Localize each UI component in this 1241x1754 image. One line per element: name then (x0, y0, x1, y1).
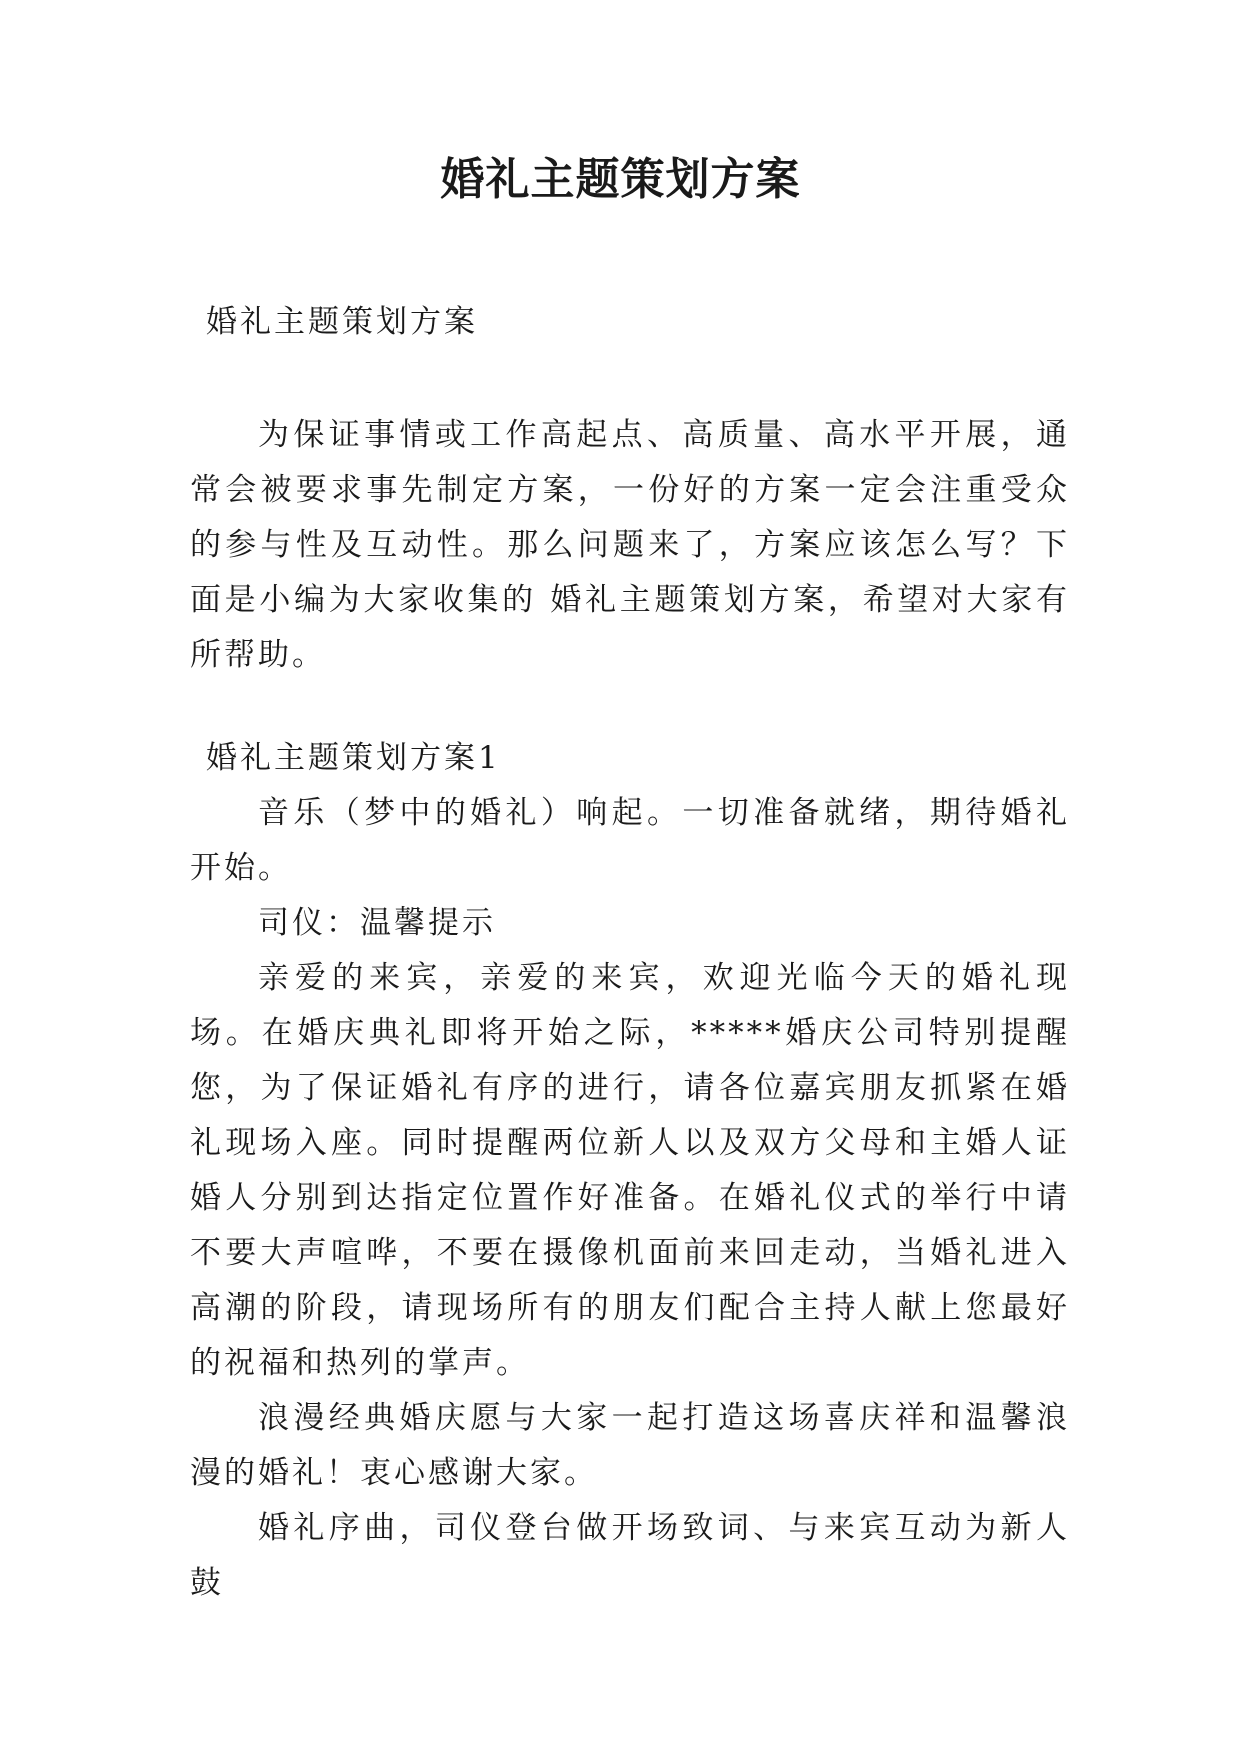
spacer (190, 683, 1070, 731)
document-title: 婚礼主题策划方案 (440, 154, 801, 205)
body-paragraph: 亲爱的来宾，亲爱的来宾，欢迎光临今天的婚礼现场。在婚庆典礼即将开始之际，*****婚庆公司特别提醒您，为了保证婚礼有序的进行，请各位嘉宾朋友抓紧在婚礼现场入座。同时提醒两位新人以及双方父母和主婚人证婚人分别到达指定位置作好准备。在婚礼仪式的举行中请不要大声喧哗，不要在摄像机面前来回走动，当婚礼进入高潮的阶段，请现场所有的朋友们配合主持人献上您最好的祝福和热列的掌声。 (190, 960, 1070, 1381)
intro-paragraph: 为保证事情或工作高起点、高质量、高水平开展，通常会被要求事先制定方案，一份好的方案一定会注重受众的参与性及互动性。那么问题来了，方案应该怎么写？下面是小编为大家收集的 婚礼主题策划方案，希望对大家有所帮助。 (190, 417, 1070, 673)
document-body (190, 295, 1070, 1611)
body-paragraph: 浪漫经典婚庆愿与大家一起打造这场喜庆祥和温馨浪漫的婚礼！衷心感谢大家。 (190, 1400, 1070, 1491)
spacer (190, 350, 1070, 408)
body-paragraph: 司仪：温馨提示 (258, 905, 496, 941)
body-paragraph: 婚礼序曲，司仪登台做开场致词、与来宾互动为新人鼓 (190, 1510, 1070, 1601)
section-heading: 婚礼主题策划方案1 (206, 740, 501, 776)
subtitle-paragraph: 婚礼主题策划方案 (206, 304, 478, 340)
body-paragraph: 音乐（梦中的婚礼）响起。一切准备就绪，期待婚礼开始。 (190, 795, 1070, 886)
